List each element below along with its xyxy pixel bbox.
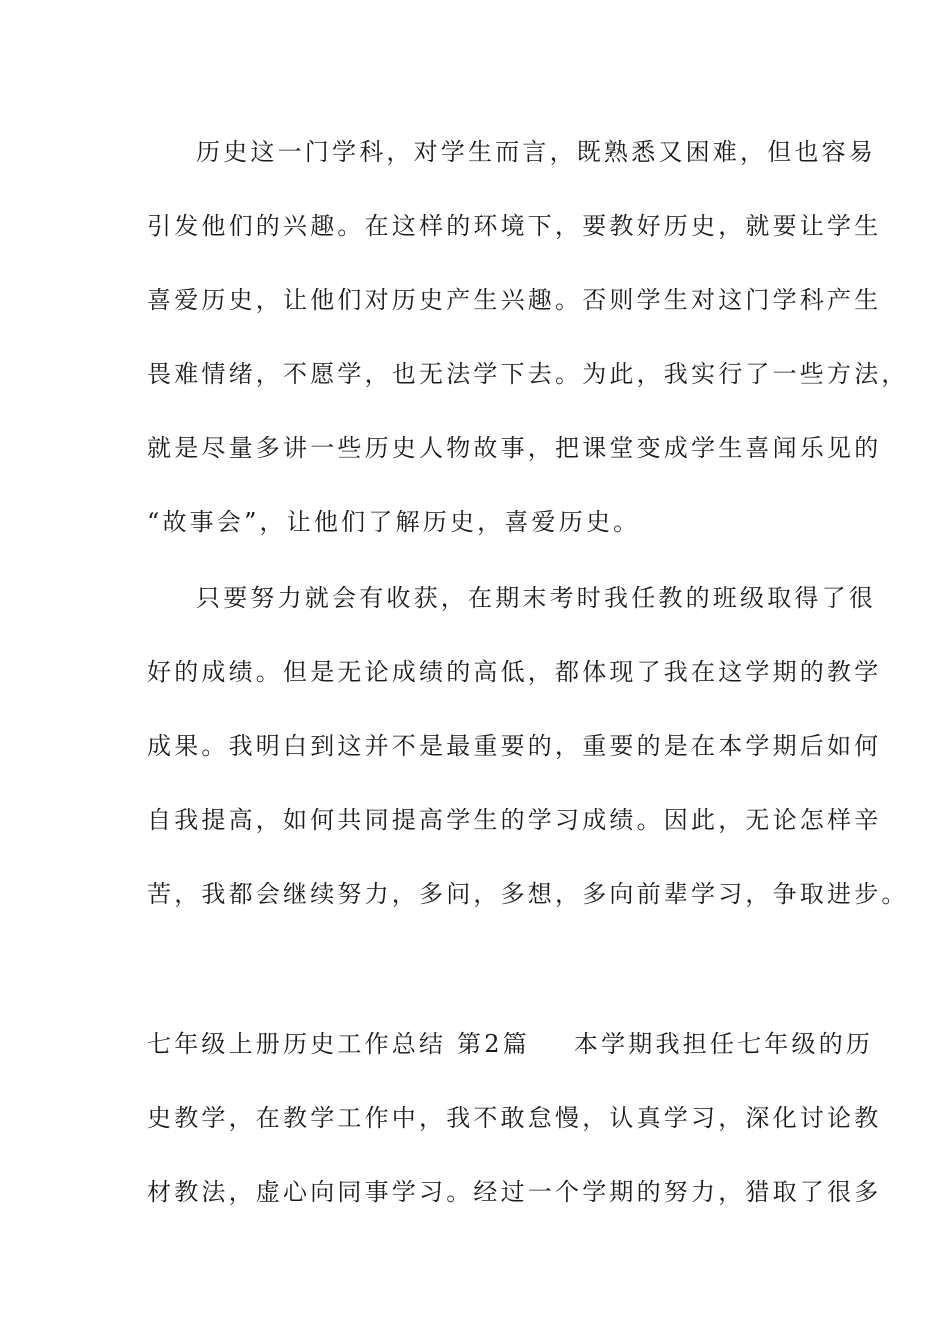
- paragraph-line: “故事会”，让他们了解历史，喜爱历史。: [147, 508, 641, 536]
- section-heading: 七年级上册历史工作总结 第2篇: [147, 1030, 530, 1058]
- paragraph-line: 畏难情绪，不愿学，也无法学下去。为此，我实行了一些方法，: [147, 360, 909, 388]
- paragraph-line: 自我提高，如何共同提高学生的学习成绩。因此，无论怎样辛: [147, 806, 882, 834]
- paragraph-line: 成果。我明白到这并不是最重要的，重要的是在本学期后如何: [147, 732, 882, 760]
- paragraph-line: 就是尽量多讲一些历史人物故事，把课堂变成学生喜闻乐见的: [147, 434, 882, 462]
- paragraph-line: 好的成绩。但是无论成绩的高低，都体现了我在这学期的教学: [147, 658, 882, 686]
- paragraph-line: 引发他们的兴趣。在这样的环境下，要教好历史，就要让学生: [147, 212, 882, 240]
- section-line-rest: 本学期我担任七年级的历: [573, 1030, 874, 1058]
- paragraph-line: 苦，我都会继续努力，多问，多想，多向前辈学习，争取进步。: [147, 880, 909, 908]
- paragraph-line: 喜爱历史，让他们对历史产生兴趣。否则学生对这门学科产生: [147, 286, 882, 314]
- paragraph-line: 只要努力就会有收获，在期末考时我任教的班级取得了很: [196, 584, 876, 612]
- paragraph-line: 材教法，虚心向同事学习。经过一个学期的努力，猎取了很多: [147, 1178, 882, 1206]
- paragraph-line: 史教学，在教学工作中，我不敢怠慢，认真学习，深化讨论教: [147, 1104, 882, 1132]
- paragraph-line: 历史这一门学科，对学生而言，既熟悉又困难，但也容易: [196, 138, 876, 166]
- section-first-line: [147, 1024, 874, 1064]
